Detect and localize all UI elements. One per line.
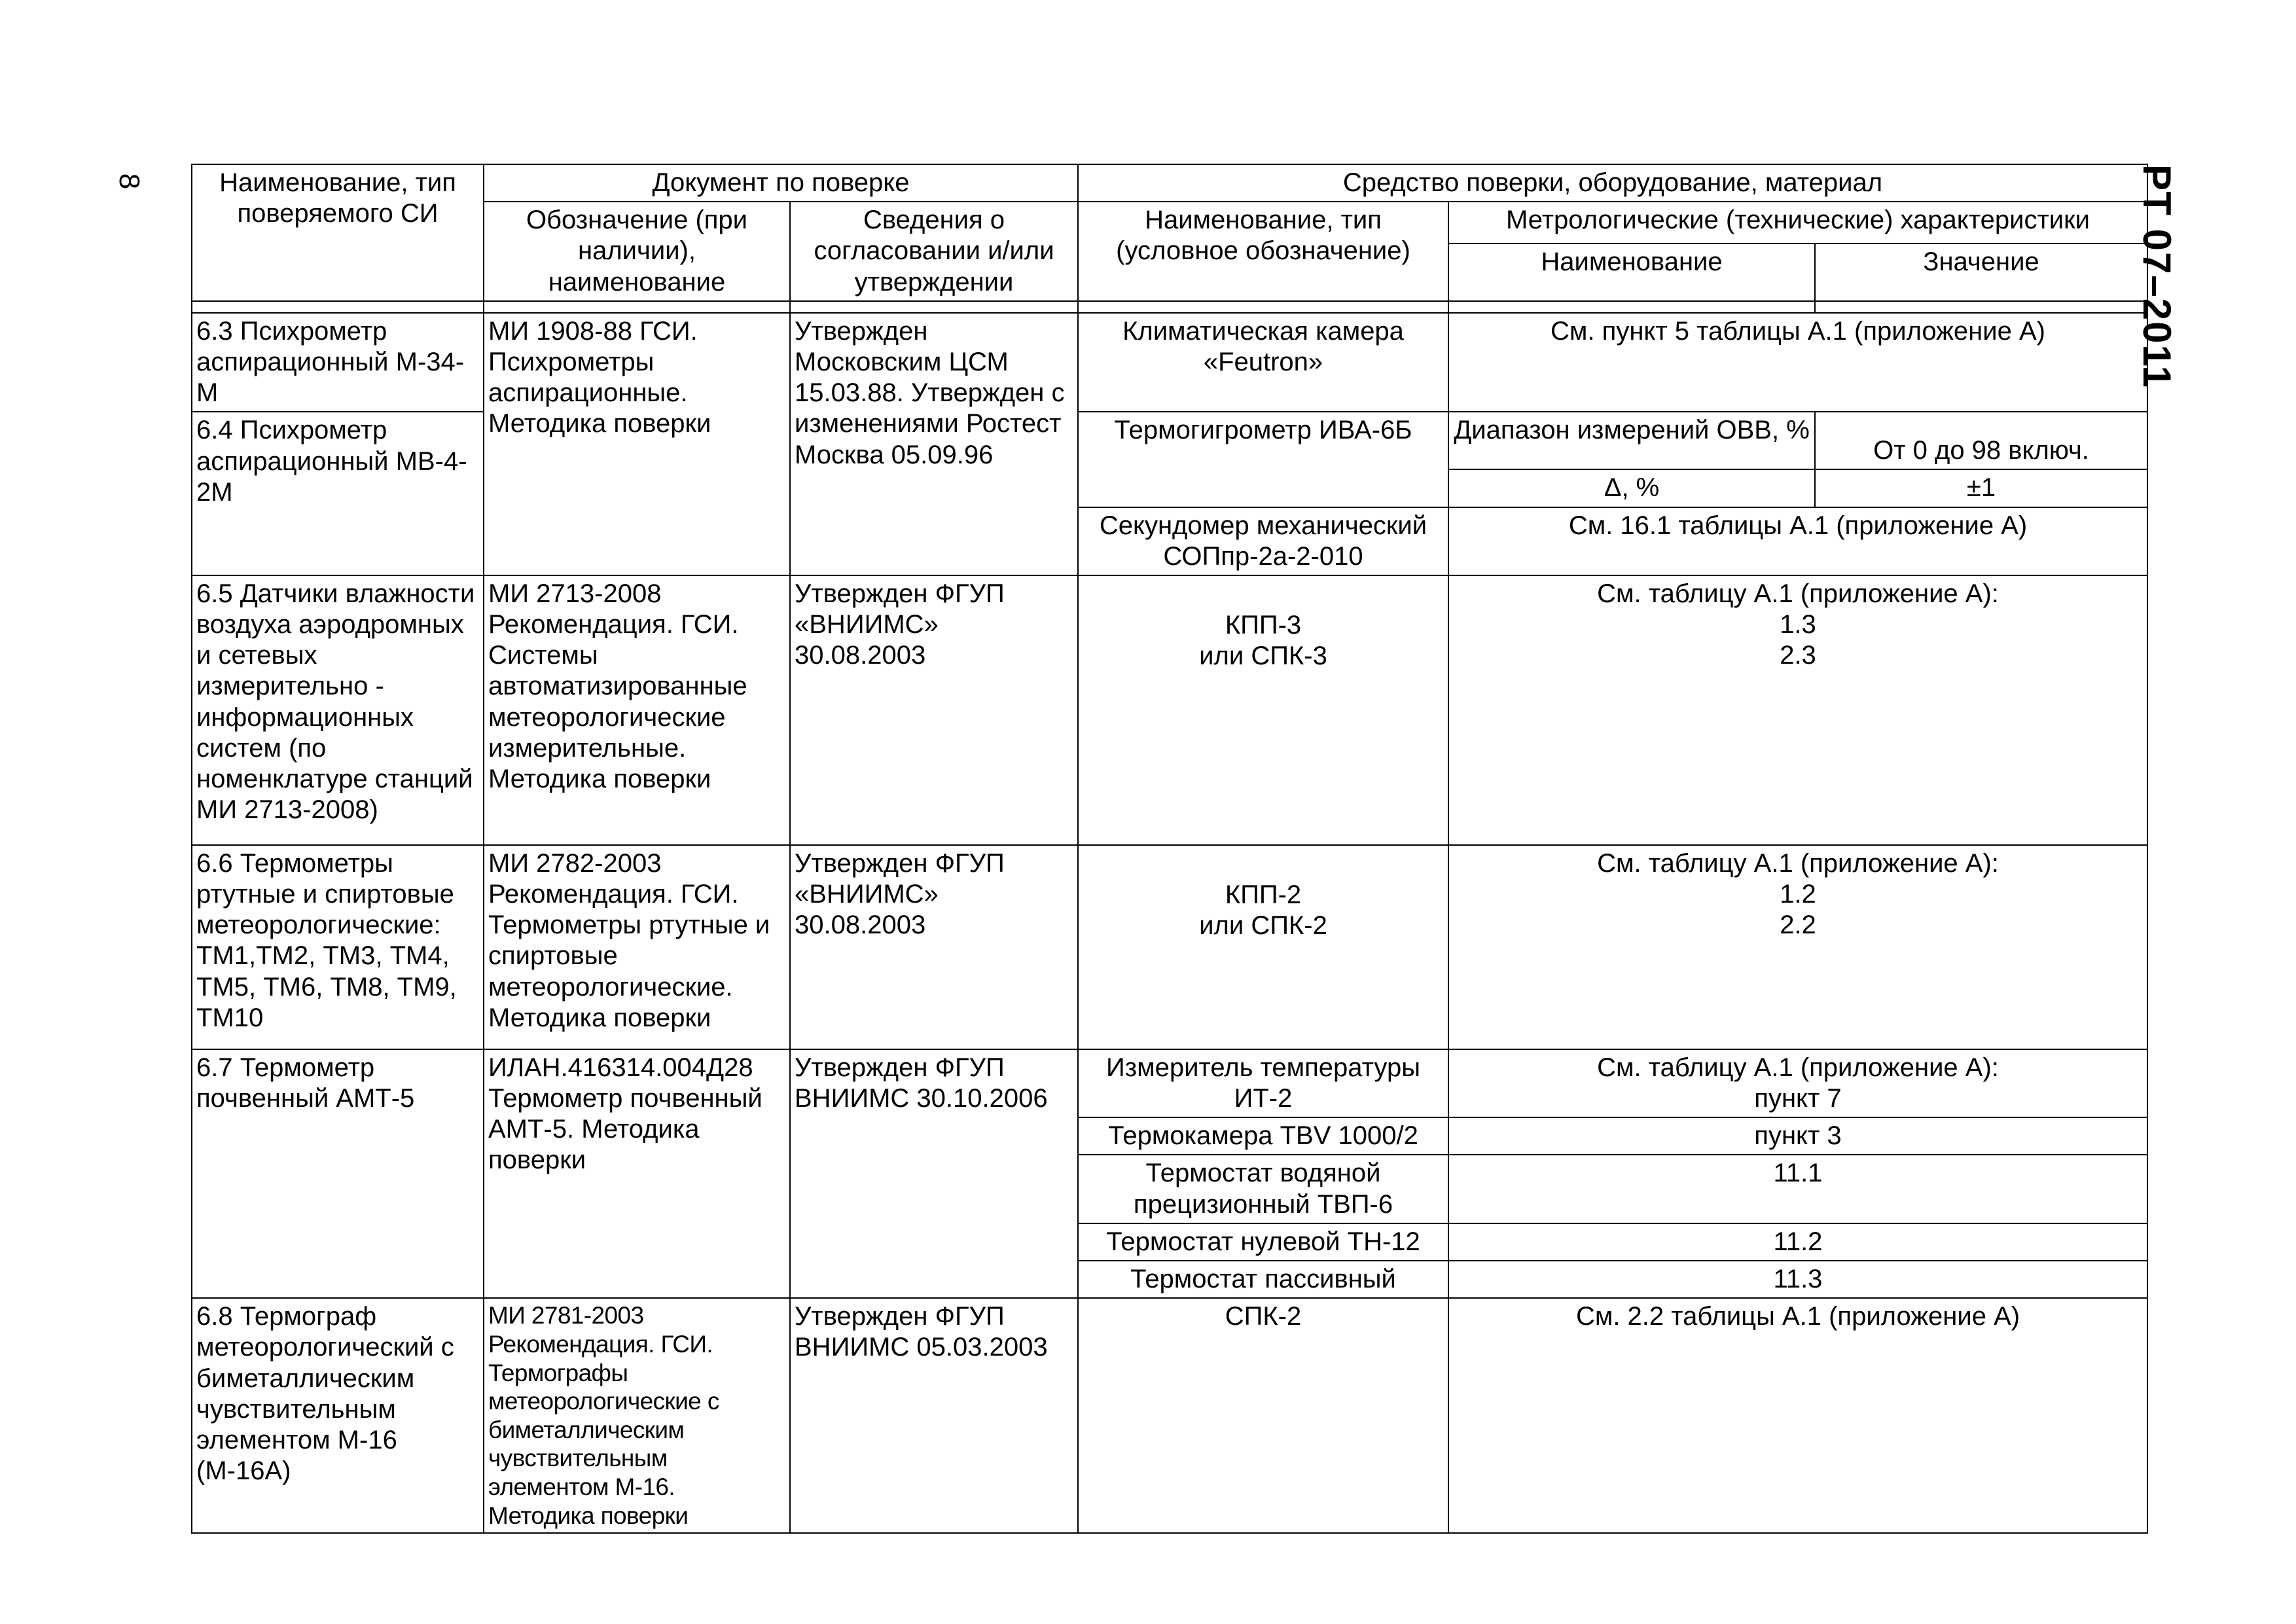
si-name-6-3: 6.3 Психрометр аспирационный М-34-М <box>192 313 484 412</box>
char-6-7-line2: пункт 7 <box>1754 1084 1842 1113</box>
means-water-thermostat: Термостат водяной прецизионный ТВП-6 <box>1078 1155 1448 1223</box>
char-6-6-line3: 2.2 <box>1780 911 1816 940</box>
char-6-5 <box>1448 575 2147 845</box>
means-climatic-chamber: Климатическая камера «Feutron» <box>1078 313 1448 412</box>
approval-6-3: Утвержден Московским ЦСМ 15.03.88. Утвержден с изменениями Ростест Москва 05.09.96 <box>790 313 1078 575</box>
table-row <box>192 1049 2147 1117</box>
header-metro-value: Значение <box>1815 244 2147 301</box>
header-si-name: Наименование, тип поверяемого СИ <box>192 164 484 301</box>
char-6-7-line1: См. таблицу А.1 (приложение А): <box>1597 1053 1999 1082</box>
char-zero-thermostat: 11.2 <box>1448 1223 2147 1261</box>
means-passive-thermostat: Термостат пассивный <box>1078 1261 1448 1298</box>
header-metro-group: Метрологические (технические) характеристики <box>1448 202 2147 244</box>
header-doc-group: Документ по поверке <box>484 164 1078 202</box>
si-name-6-4: 6.4 Психрометр аспирационный МВ-4-2М <box>192 412 484 575</box>
header-separator <box>192 301 2147 313</box>
means-6-5-line1: КПП-3 <box>1225 610 1302 640</box>
char-6-6-line2: 1.2 <box>1780 880 1816 909</box>
means-6-6-line2: или СПК-2 <box>1199 911 1327 941</box>
char-climatic-chamber: См. пункт 5 таблицы А.1 (приложение А) <box>1448 313 2147 412</box>
si-name-6-6: 6.6 Термометры ртутные и спиртовые метеорологические: ТМ1,ТМ2, ТМ3, ТМ4, ТМ5, ТМ6, ТМ8, ТМ9, ТМ10 <box>192 845 484 1049</box>
si-name-6-5: 6.5 Датчики влажности воздуха аэродромных и сетевых измерительно - информационных систем (по номенклатуре станций МИ 2713-2008) <box>192 575 484 845</box>
table-row <box>192 575 2147 845</box>
char-stopwatch: См. 16.1 таблицы А.1 (приложение А) <box>1448 507 2147 575</box>
char-6-8: См. 2.2 таблицы А.1 (приложение А) <box>1448 1298 2147 1533</box>
doc-6-3: МИ 1908-88 ГСИ. Психрометры аспирационные. Методика поверки <box>484 313 790 575</box>
page-number: 8 <box>113 173 145 190</box>
means-zero-thermostat: Термостат нулевой ТН-12 <box>1078 1223 1448 1261</box>
si-name-6-7: 6.7 Термометр почвенный АМТ-5 <box>192 1049 484 1298</box>
means-stopwatch: Секундомер механический СОПпр-2а-2-010 <box>1078 507 1448 575</box>
header-means-group: Средство поверки, оборудование, материал <box>1078 164 2147 202</box>
char-name-delta: Δ, % <box>1448 469 1815 507</box>
header-doc-designation: Обозначение (при наличии), наименование <box>484 202 790 301</box>
doc-6-5: МИ 2713-2008 Рекомендация. ГСИ. Системы автоматизированные метеорологические измерительные. Методика поверки <box>484 575 790 845</box>
means-temperature-meter: Измеритель температуры ИТ-2 <box>1078 1049 1448 1117</box>
means-6-5-line2: или СПК-3 <box>1199 641 1327 671</box>
header-doc-approval: Сведения о согласовании и/или утверждении <box>790 202 1078 301</box>
approval-6-5: Утвержден ФГУП «ВНИИМС» 30.08.2003 <box>790 575 1078 845</box>
char-6-5-line3: 2.3 <box>1780 641 1816 670</box>
means-6-6-line1: КПП-2 <box>1225 880 1302 909</box>
char-6-5-line2: 1.3 <box>1780 610 1816 640</box>
char-6-6-line1: См. таблицу А.1 (приложение А): <box>1597 848 1999 878</box>
char-passive-thermostat: 11.3 <box>1448 1261 2147 1298</box>
header-means-name: Наименование, тип (условное обозначение) <box>1078 202 1448 301</box>
char-value-delta: ±1 <box>1815 469 2147 507</box>
means-6-5 <box>1078 575 1448 845</box>
doc-6-7: ИЛАН.416314.004Д28 Термометр почвенный АМТ-5. Методика поверки <box>484 1049 790 1298</box>
verification-table <box>191 164 2148 1534</box>
si-name-6-8: 6.8 Термограф метеорологический с биметаллическим чувствительным элементом М-16 (М-16А) <box>192 1298 484 1533</box>
approval-6-6: Утвержден ФГУП «ВНИИМС» 30.08.2003 <box>790 845 1078 1049</box>
table-row <box>192 313 2147 412</box>
means-thermochamber: Термокамера TBV 1000/2 <box>1078 1117 1448 1155</box>
char-name-range: Диапазон измерений ОВВ, % <box>1448 412 1815 469</box>
char-thermochamber: пункт 3 <box>1448 1117 2147 1155</box>
header-row-2 <box>192 202 2147 244</box>
means-thermohygrometer: Термогигрометр ИВА-6Б <box>1078 412 1448 507</box>
char-water-thermostat: 11.1 <box>1448 1155 2147 1223</box>
char-value-range: От 0 до 98 включ. <box>1815 412 2147 469</box>
table-row <box>192 845 2147 1049</box>
approval-6-8: Утвержден ФГУП ВНИИМС 05.03.2003 <box>790 1298 1078 1533</box>
table-row <box>192 1298 2147 1533</box>
approval-6-7: Утвержден ФГУП ВНИИМС 30.10.2006 <box>790 1049 1078 1298</box>
header-metro-name: Наименование <box>1448 244 1815 301</box>
means-6-8: СПК-2 <box>1078 1298 1448 1533</box>
char-temperature-meter <box>1448 1049 2147 1117</box>
document-code-text: РТ 07–2011 <box>2134 164 2179 389</box>
header-row-1 <box>192 164 2147 202</box>
char-6-5-line1: См. таблицу А.1 (приложение А): <box>1597 579 1999 608</box>
means-6-6 <box>1078 845 1448 1049</box>
doc-6-6: МИ 2782-2003 Рекомендация. ГСИ. Термометры ртутные и спиртовые метеорологические. Методика поверки <box>484 845 790 1049</box>
doc-6-8: МИ 2781-2003 Рекомендация. ГСИ. Термографы метеорологические с биметаллическим чувствительным элементом М-16. Методика поверки <box>484 1298 790 1533</box>
char-6-6 <box>1448 845 2147 1049</box>
